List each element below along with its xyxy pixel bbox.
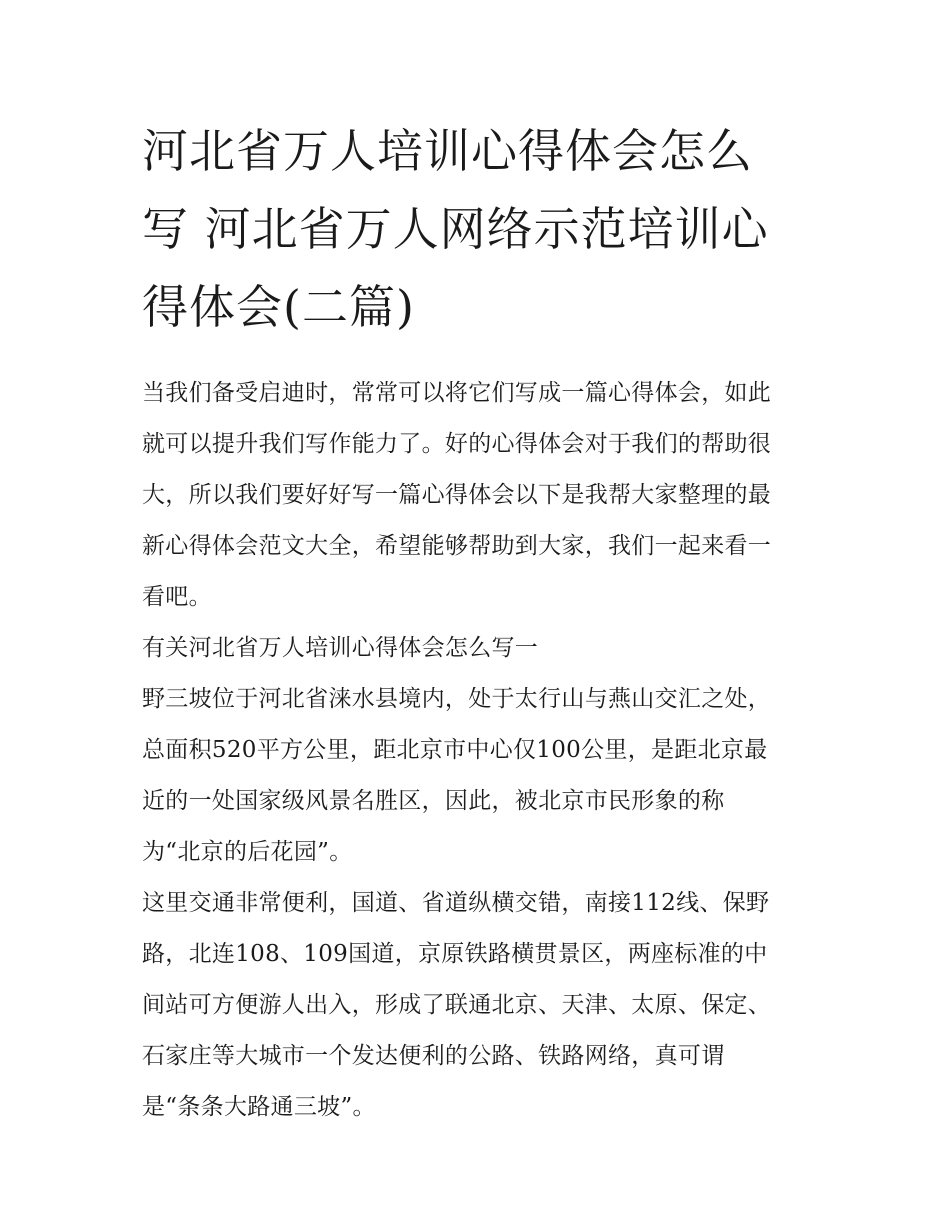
body-line: 近的一处国家级风景名胜区，因此，被北京市民形象的称 xyxy=(142,788,725,814)
title-line: 河北省万人培训心得体会怎么 xyxy=(142,124,753,178)
body-line: 当我们备受启迪时，常常可以将它们写成一篇心得体会，如此 xyxy=(142,380,772,406)
document-body xyxy=(142,368,812,1133)
document-title xyxy=(142,112,812,346)
body-line: 看吧。 xyxy=(142,584,212,610)
title-line: 写 河北省万人网络示范培训心 xyxy=(142,202,769,256)
document-page xyxy=(142,112,812,1133)
title-line: 得体会(二篇) xyxy=(142,280,415,334)
body-line: 是“条条大路通三坡”。 xyxy=(142,1094,376,1120)
body-line: 新心得体会范文大全，希望能够帮助到大家，我们一起来看一 xyxy=(142,533,772,559)
section-heading: 有关河北省万人培训心得体会怎么写一 xyxy=(142,635,539,661)
body-line: 这里交通非常便利，国道、省道纵横交错，南接112线、保野 xyxy=(142,890,770,916)
body-line: 为“北京的后花园”。 xyxy=(142,839,353,865)
body-line: 石家庄等大城市一个发达便利的公路、铁路网络，真可谓 xyxy=(142,1043,725,1069)
body-line: 就可以提升我们写作能力了。好的心得体会对于我们的帮助很 xyxy=(142,431,772,457)
body-line: 路，北连108、109国道，京原铁路横贯景区，两座标准的中 xyxy=(142,941,768,967)
body-line: 间站可方便游人出入，形成了联通北京、天津、太原、保定、 xyxy=(142,992,772,1018)
body-line: 野三坡位于河北省涞水县境内，处于太行山与燕山交汇之处， xyxy=(142,686,772,712)
body-line: 总面积520平方公里，距北京市中心仅100公里，是距北京最 xyxy=(142,737,768,763)
body-line: 大，所以我们要好好写一篇心得体会以下是我帮大家整理的最 xyxy=(142,482,772,508)
